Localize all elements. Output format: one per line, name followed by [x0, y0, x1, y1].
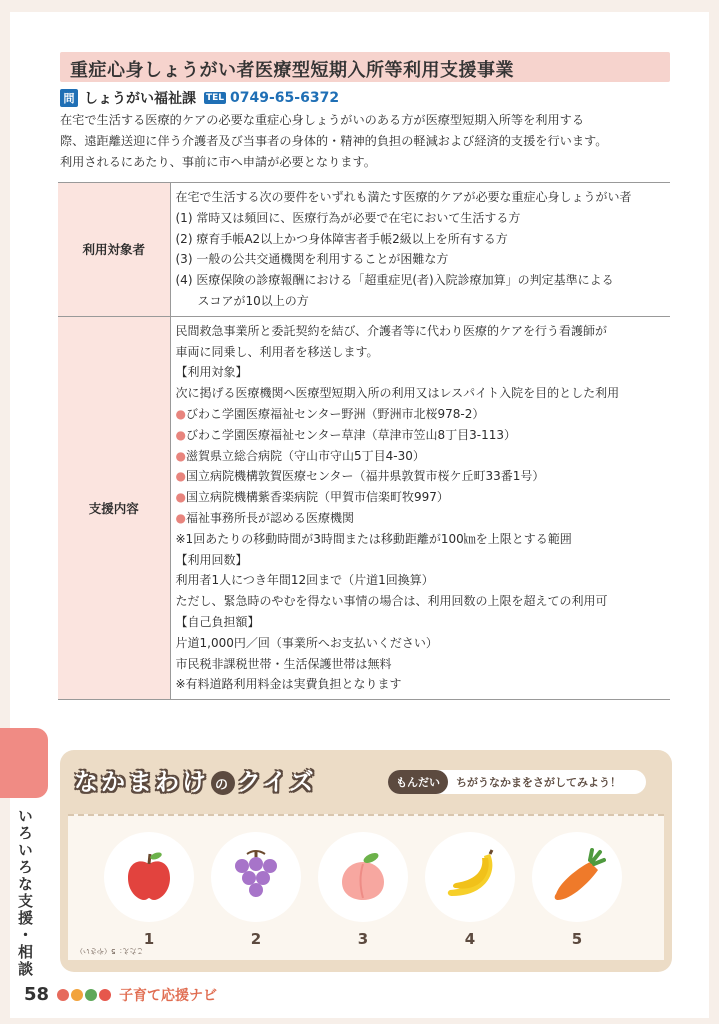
quiz-title-b: クイズ — [237, 768, 317, 796]
intro-line: 際、遠距離送迎に伴う介護者及び当事者の身体的・精神的負担の軽減および経済的支援を行います。 — [60, 134, 608, 148]
side-label: いろいろな支援・相談 — [16, 808, 34, 978]
question-icon: 問 — [60, 89, 78, 107]
apple-icon — [104, 832, 194, 922]
footer — [24, 984, 217, 1005]
row-body-eligibility — [170, 183, 670, 317]
row-body-support — [170, 316, 670, 699]
page-number: 58 — [24, 984, 50, 1005]
facility-item — [176, 446, 671, 467]
facility-item — [176, 508, 671, 529]
quiz-item-3 — [316, 832, 410, 948]
bullet-icon: ● — [175, 490, 186, 505]
facility-label: 滋賀県立総合病院（守山市守山5丁目4-30） — [185, 448, 425, 463]
table-line: (4) 医療保険の診療報酬における「超重症児(者)入院診療加算」の判定基準による — [175, 273, 614, 288]
table-row-eligibility — [58, 183, 670, 317]
row-head-support: 支援内容 — [58, 316, 170, 699]
facility-item — [176, 425, 671, 446]
table-line: 民間救急事業所と委託契約を結び、介護者等に代わり医療的ケアを行う看護師が — [175, 323, 608, 338]
quiz-item-number: 2 — [250, 930, 262, 948]
bullet-icon: ● — [175, 406, 186, 421]
table-line: 車両に同乗し、利用者を移送します。 — [175, 344, 379, 359]
quiz-box — [60, 750, 672, 972]
quiz-panel — [68, 814, 664, 960]
table-line: 利用者1人につき年間12回まで（片道1回換算） — [175, 573, 434, 588]
quiz-item-5 — [530, 832, 624, 948]
quiz-question — [388, 770, 646, 794]
quiz-item-number: 3 — [357, 930, 369, 948]
table-row-support — [58, 316, 670, 699]
bullet-icon: ● — [175, 448, 186, 463]
table-line: 【利用対象】 — [175, 365, 248, 380]
table-line: ※1回あたりの移動時間が3時間または移動距離が100㎞を上限とする範囲 — [175, 531, 572, 546]
banana-icon — [425, 832, 515, 922]
quiz-item-4 — [423, 832, 517, 948]
table-line: 【自己負担額】 — [175, 614, 260, 629]
table-line: 片道1,000円／回（事業所へお支払いください） — [175, 635, 438, 650]
carrot-icon — [532, 832, 622, 922]
table-line: ※有料道路利用料金は実費負担となります — [175, 677, 402, 692]
tel-number: 0749-65-6372 — [230, 90, 340, 106]
quiz-item-number: 5 — [571, 930, 583, 948]
section-title-band — [60, 52, 670, 82]
quiz-item-2 — [209, 832, 303, 948]
table-line: スコアが10以上の方 — [197, 293, 309, 308]
table-line: (3) 一般の公共交通機関を利用することが困難な方 — [175, 252, 449, 267]
section-title: 重症心身しょうがい者医療型短期入所等利用支援事業 — [70, 60, 514, 81]
contact-line — [60, 88, 339, 108]
quiz-title-no: の — [211, 771, 235, 795]
quiz-item-number: 4 — [464, 930, 476, 948]
intro-line: 利用されるにあたり、事前に市へ申請が必要となります。 — [60, 155, 376, 169]
facility-label: びわこ学園医療福祉センター草津（草津市笠山8丁目3-113） — [185, 427, 517, 442]
facility-label: 国立病院機構敦賀医療センター（福井県敦賀市桜ケ丘町33番1号） — [185, 469, 545, 484]
facility-item — [176, 466, 671, 487]
table-line: 市民税非課税世帯・生活保護世帯は無料 — [175, 656, 392, 671]
facility-label: 福祉事務所長が認める医療機関 — [185, 510, 354, 525]
quiz-question-text: ちがうなかまをさがしてみよう！ — [456, 776, 621, 789]
peach-icon — [318, 832, 408, 922]
table-line: ただし、緊急時のやむを得ない事情の場合は、利用回数の上限を超えての利用可 — [175, 594, 608, 609]
table-line: (2) 療育手帳A2以上かつ身体障害者手帳2級以上を所有する方 — [175, 231, 508, 246]
bullet-icon: ● — [175, 469, 186, 484]
table-line: 次に掲げる医療機関へ医療型短期入所の利用又はレスパイト入院を目的とした利用 — [175, 386, 620, 401]
facility-label: 国立病院機構紫香楽病院（甲賀市信楽町牧997） — [185, 490, 449, 505]
quiz-item-number: 1 — [143, 930, 155, 948]
intro-text — [60, 110, 672, 173]
quiz-item-1 — [102, 832, 196, 948]
quiz-answer: こたえ：5（やさい） — [76, 947, 144, 955]
table-line: 在宅で生活する次の要件をいずれも満たす医療的ケアが必要な重症心身しょうがい者 — [175, 190, 632, 204]
row-head-eligibility: 利用対象者 — [58, 183, 170, 317]
bullet-icon: ● — [175, 510, 186, 525]
department-name: しょうがい福祉課 — [84, 91, 196, 107]
table-line: 【利用回数】 — [175, 552, 248, 567]
facility-item — [176, 404, 671, 425]
side-tab — [0, 728, 48, 798]
facility-label: びわこ学園医療福祉センター野洲（野洲市北桜978-2） — [185, 406, 485, 421]
quiz-title — [74, 762, 317, 797]
intro-line: 在宅で生活する医療的ケアの必要な重症心身しょうがいのある方が医療型短期入所等を利用する — [60, 113, 585, 127]
info-table — [58, 182, 670, 700]
bullet-icon: ● — [175, 427, 186, 442]
footer-title: 子育て応援ナビ — [119, 987, 218, 1004]
grapes-icon — [211, 832, 301, 922]
facility-item — [176, 487, 671, 508]
quiz-title-a: なかまわけ — [74, 768, 209, 796]
quiz-tag: もんだい — [388, 770, 448, 794]
tel-icon: TEL — [206, 93, 225, 103]
footer-logo-icon — [57, 989, 111, 1001]
table-line: (1) 常時又は頻回に、医療行為が必要で在宅において生活する方 — [175, 210, 521, 225]
